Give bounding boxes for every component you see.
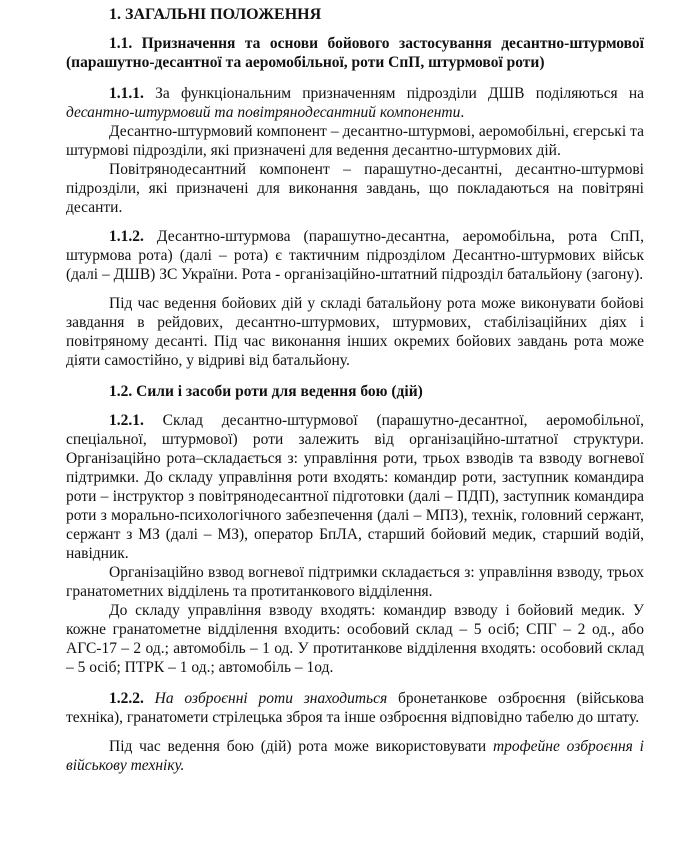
section-1-heading: 1. ЗАГАЛЬНІ ПОЛОЖЕННЯ	[109, 6, 322, 23]
paragraph-text: Десантно-штурмова (парашутно-десантна, аеромобільна, рота СпП, штурмова рота) (далі – рота) є тактичним підрозділом Десантно-штурмових військ (далі – ДШВ) ЗС України. Рота - організаційно-штатний підрозділ батальйону (загону).	[66, 228, 644, 283]
paragraph-1-1-1-b: Десантно-штурмовий компонент – десантно-штурмові, аеромобільні, єгерські та штурмові підрозділи, які призначені для ведення десантно-штурмових дій.	[66, 123, 644, 159]
italic-text: трофейне озброєння і військову техніку.	[66, 738, 644, 774]
paragraph-1-2-1-b: Організаційно взвод вогневої підтримки складається з: управління взводу, трьох гранатометних відділень та протитанкового відділення.	[66, 564, 644, 600]
paragraph-text: За функціональним призначенням підрозділи ДШВ поділяються на	[143, 85, 644, 102]
paragraph-1-1-1-c: Повітрянодесантний компонент – парашутно-десантні, десантно-штурмові підрозділи, які призначені для виконання завдань, що покладаються на повітряні десанти.	[66, 161, 644, 216]
subsection-1-2-heading: 1.2. Сили і засоби роти для ведення бою (дій)	[109, 383, 423, 400]
paragraph-number: 1.1.2.	[109, 228, 144, 245]
paragraph-1-2-1	[66, 411, 644, 563]
paragraph-text: Під час ведення бою (дій) рота може використовувати	[109, 738, 493, 755]
subsection-1-1-heading: 1.1. Призначення та основи бойового застосування десантно-штурмової (парашутно-десантної та аеромобільної, роти СпП, штурмової роти)	[66, 35, 644, 71]
paragraph-number: 1.1.1.	[109, 85, 144, 102]
paragraph-number: 1.2.2.	[109, 690, 144, 707]
paragraph-1-2-2-b	[66, 737, 644, 775]
paragraph-number: 1.2.1.	[109, 412, 144, 429]
paragraph-text: Склад десантно-штурмової (парашутно-десантної, аеромобільної, спеціальної, штурмової) роти залежить від організаційно-штатної структури. Організаційно рота–складається з: управління роти, трьох взводів та взводу вогневої підтримки. До складу управління роти входять: командир роти, заступник командира роти – інструктор з повітрянодесантної підготовки (далі – ПДП), заступник командира роти з морально-психологічного забезпечення (далі – МПЗ), технік, головний сержант, сержант з МЗ (далі – МЗ), оператор БпЛА, старший бойовий медик, старший водій, навідник.	[66, 412, 644, 562]
paragraph-1-2-1-c: До складу управління взводу входять: командир взводу і бойовий медик. У кожне гранатометне відділення входить: особовий склад – 5 осіб; СПГ – 2 од., або АГС-17 – 2 од.; автомобіль – 1 од. У протитанкове відділення входять: особовий склад – 5 осіб; ПТРК – 1 од.; автомобіль – 1од.	[66, 602, 644, 676]
paragraph-1-1-2-b: Під час ведення бойових дій у складі батальйону рота може виконувати бойові завдання в рейдових, десантно-штурмових, штурмових, стабілізаційних діях і повітряному десанті. Під час виконання інших окремих бойових завдань рота може діяти самостійно, у відриві від батальйону.	[66, 295, 644, 369]
paragraph-text: бронетанкове озброєння (військова техніка), гранатомети стрілецька зброя та інше озброєння відповідно табелю до штату.	[66, 690, 644, 726]
italic-text: десантно-штурмовий та повітрянодесантний компоненти	[66, 104, 461, 121]
paragraph-1-2-2	[66, 689, 644, 727]
paragraph-1-1-2	[66, 227, 644, 284]
italic-text: На озброєнні роти знаходиться	[143, 690, 388, 707]
paragraph-1-1-1: 1.1.1. За функціональним призначенням підрозділи ДШВ поділяються на десантно-штурмовий та повітрянодесантний компоненти.	[66, 85, 644, 121]
document-page	[0, 5, 700, 865]
